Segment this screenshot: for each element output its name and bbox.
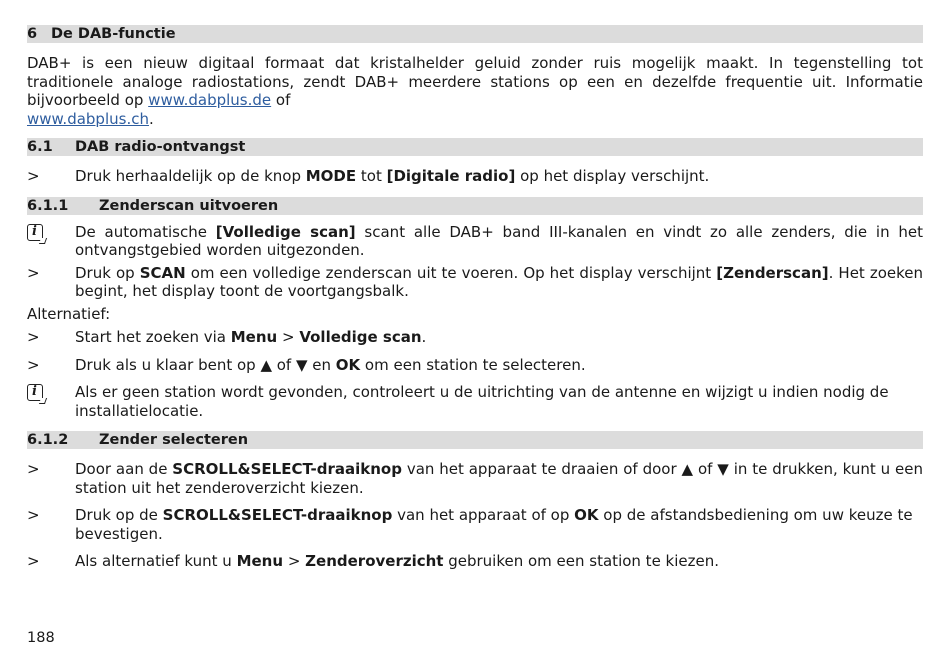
- info-text: Als er geen station wordt gevonden, controleert u de uitrichting van de antenne en wijzigt u indien nodig de installatielocatie.: [75, 383, 889, 420]
- manual-page: [27, 25, 923, 571]
- heading-6: [27, 25, 923, 43]
- intro-mid: of: [271, 91, 291, 109]
- step-text: Start het zoeken via Menu > Volledige scan.: [75, 328, 427, 346]
- step-text: Druk op de SCROLL&SELECT-draaiknop van het apparaat of op OK op de afstandsbediening om uw keuze te bevestigen.: [75, 506, 913, 543]
- bullet-marker: >: [27, 355, 40, 374]
- bullet-marker: >: [27, 263, 40, 282]
- step-text: Druk op SCAN om een volledige zenderscan uit te voeren. Op het display verschijnt [Zenderscan]. Het zoeken begint, het display toont de voortgangsbalk.: [75, 263, 923, 300]
- bullet-marker: >: [27, 328, 40, 346]
- info-icon: [27, 224, 43, 241]
- step-overview: [27, 552, 923, 571]
- intro-paragraph: [27, 54, 923, 128]
- link-dabplus-ch[interactable]: www.dabplus.ch: [27, 109, 149, 128]
- info-no-station: [27, 383, 923, 420]
- bullet-marker: >: [27, 167, 40, 185]
- heading-number: 6.1.2: [27, 432, 69, 448]
- info-icon: [27, 384, 43, 401]
- page-number: 188: [27, 630, 55, 646]
- step-text: Door aan de SCROLL&SELECT-draaiknop van het apparaat te draaien of door ▲ of ▼ in te drukken, kunt u een station uit het zenderoverzicht kiezen.: [75, 460, 923, 497]
- step-select-station: [27, 356, 923, 375]
- step-mode: [27, 167, 923, 186]
- heading-title: De DAB-functie: [51, 26, 176, 42]
- heading-6-1: [27, 138, 923, 156]
- step-text: Druk als u klaar bent op ▲ of ▼ en OK om een station te selecteren.: [75, 355, 586, 374]
- step-scan: [27, 264, 923, 301]
- intro-text: DAB+ is een nieuw digitaal formaat dat kristalhelder geluid zonder ruis mogelijk maakt. In tegenstelling tot traditionele analoge radiostations, zendt DAB+ meerdere stations op een en dezelfde frequentie uit. Informatie bijvoorbeeld op: [27, 54, 923, 109]
- bullet-marker: >: [27, 552, 40, 570]
- step-text: Druk herhaaldelijk op de knop MODE tot [Digitale radio] op het display verschijnt.: [75, 167, 710, 185]
- info-full-scan: [27, 223, 923, 260]
- step-menu-scan: [27, 328, 923, 347]
- heading-title: DAB radio-ontvangst: [75, 139, 246, 155]
- info-text: De automatische [Volledige scan] scant alle DAB+ band III-kanalen en vindt zo alle zenders, die in het ontvangstgebied worden uitgezonden.: [75, 222, 923, 259]
- step-scroll-select: [27, 460, 923, 497]
- link-dabplus-de[interactable]: www.dabplus.de: [148, 91, 272, 109]
- step-confirm: [27, 506, 923, 543]
- heading-6-1-1: [27, 197, 923, 215]
- intro-end: .: [148, 109, 154, 128]
- bullet-marker: >: [27, 506, 40, 524]
- bullet-marker: >: [27, 460, 40, 478]
- heading-number: 6.1.1: [27, 197, 69, 214]
- heading-title: Zender selecteren: [99, 432, 249, 448]
- step-text: Als alternatief kunt u Menu > Zenderoverzicht gebruiken om een station te kiezen.: [75, 552, 720, 570]
- heading-number: 6: [27, 26, 38, 42]
- heading-6-1-2: [27, 431, 923, 449]
- heading-number: 6.1: [27, 139, 53, 155]
- alternative-label: Alternatief:: [27, 304, 111, 323]
- heading-title: Zenderscan uitvoeren: [99, 197, 279, 214]
